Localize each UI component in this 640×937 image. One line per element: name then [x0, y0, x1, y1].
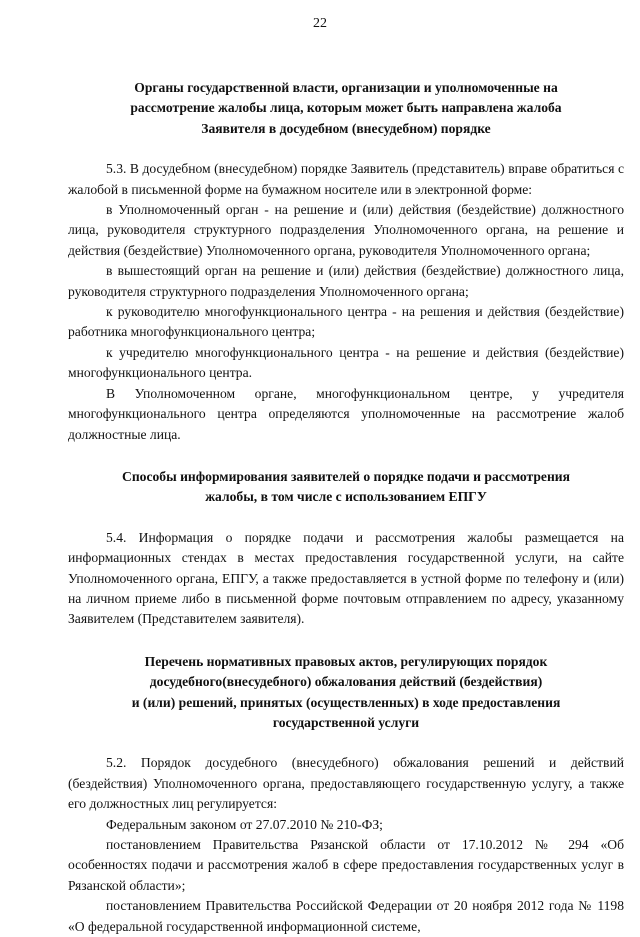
- heading-line: жалобы, в том числе с использованием ЕПГУ: [205, 489, 487, 505]
- section-heading-informing-methods: [68, 467, 624, 508]
- paragraph: к учредителю многофункционального центра - на решение и действия (бездействие) многофункционального центра.: [68, 344, 624, 381]
- heading-line: Способы информирования заявителей о порядке подачи и рассмотрения: [122, 468, 570, 484]
- heading-line: и (или) решений, принятых (осуществленных) в ходе предоставления: [131, 694, 561, 710]
- heading-line: досудебного(внесудебного) обжалования действий (бездействия): [149, 674, 543, 690]
- paragraph: в вышестоящий орган на решение и (или) действия (бездействие) должностного лица, руководителя структурного подразделения Уполномоченного органа;: [68, 263, 624, 299]
- heading-line: Заявителя в досудебном (внесудебном) порядке: [201, 120, 491, 136]
- heading-line: рассмотрение жалобы лица, которым может быть направлена жалоба: [130, 100, 562, 116]
- heading-line: Перечень нормативных правовых актов, регулирующих порядок: [144, 653, 548, 669]
- paragraph: постановлением Правительства Рязанской области от 17.10.2012 № 294 «Об особенностях подачи и рассмотрения жалоб в сфере предоставления государственных услуг в Рязанской области»;: [68, 837, 624, 893]
- paragraph: к руководителю многофункционального центра - на решения и действия (бездействие) работника многофункционального центра;: [68, 304, 624, 340]
- paragraph: В Уполномоченном органе, многофункциональном центре, у учредителя многофункционального центра определяются уполномоченные на рассмотрение жалоб должностные лица.: [68, 385, 624, 442]
- document-body: [68, 78, 624, 937]
- paragraph: 5.4. Информация о порядке подачи и рассмотрения жалобы размещается на информационных стендах в местах предоставления государственной услуги, на сайте Уполномоченного органа, ЕПГУ, а также предоставляется в устной форме по телефону и (или) на личном приеме либо в письменной форме почтовым отправлением по адресу, указанному Заявителем (Представителем заявителя).: [68, 529, 624, 627]
- paragraph: постановлением Правительства Российской Федерации от 20 ноября 2012 года № 1198 «О федеральной государственной информационной системе,: [68, 898, 624, 934]
- section-heading-complaint-bodies: [68, 78, 624, 139]
- heading-line: Органы государственной власти, организации и уполномоченные на: [134, 80, 558, 95]
- paragraph: 5.3. В досудебном (внесудебном) порядке Заявитель (представитель) вправе обратиться с жалобой в письменной форме на бумажном носителе или в электронной форме:: [68, 161, 624, 197]
- heading-line: государственной услуги: [272, 714, 420, 730]
- section-heading-regulatory-acts: [68, 652, 624, 734]
- paragraph: 5.2. Порядок досудебного (внесудебного) обжалования решений и действий (бездействия) Уполномоченного органа, предоставляющего государственную услугу, а также его должностных лиц регулируется:: [68, 755, 624, 812]
- paragraph: Федеральным законом от 27.07.2010 № 210-ФЗ;: [106, 816, 383, 832]
- paragraph: в Уполномоченный орган - на решение и (или) действия (бездействие) должностного лица, руководителя структурного подразделения Уполномоченного органа, на решение и действия (бездействие) Уполномоченного органа, руководителя Уполномоченного органа;: [68, 202, 624, 258]
- page-number: 22: [313, 16, 327, 31]
